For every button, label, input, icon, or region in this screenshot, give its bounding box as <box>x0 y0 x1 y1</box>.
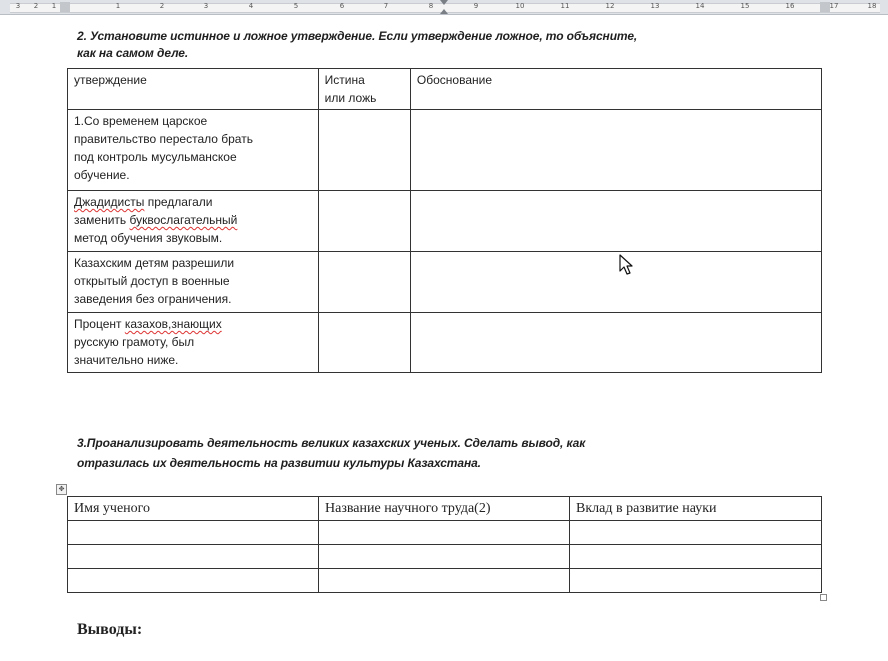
ruler-number: 10 <box>515 2 525 10</box>
statement-line <box>74 211 312 229</box>
statement-text: Процент <box>74 317 125 331</box>
ruler-number: 8 <box>428 2 434 10</box>
statement-line <box>74 315 312 333</box>
ruler-number: 17 <box>829 2 839 10</box>
table-cell[interactable] <box>319 569 570 593</box>
task2-heading-line1: 2. Установите истинное и ложное утверждение. Если утверждение ложное, то объясните, <box>77 29 638 43</box>
statement-line <box>74 193 312 211</box>
statement-line: русскую грамоту, был <box>74 335 195 349</box>
table-cell[interactable] <box>570 545 822 569</box>
ruler-number: 15 <box>740 2 750 10</box>
justification-cell[interactable] <box>410 110 821 191</box>
scientists-table[interactable] <box>67 496 822 593</box>
spellcheck-word: Джадидисты <box>74 195 145 209</box>
table-row <box>68 191 822 252</box>
ruler-number: 18 <box>867 2 877 10</box>
statement-line: открытый доступ в военные <box>74 274 230 288</box>
table-row <box>68 252 822 313</box>
mouse-pointer-icon <box>619 254 635 276</box>
justification-cell[interactable] <box>410 191 821 252</box>
ruler-number: 3 <box>15 2 21 10</box>
table-move-handle-icon[interactable]: ✥ <box>56 484 67 495</box>
hanging-indent-marker[interactable] <box>440 9 448 14</box>
ruler-number: 14 <box>695 2 705 10</box>
statement-line: 1.Со временем царское <box>74 114 208 128</box>
justification-cell[interactable] <box>410 313 821 373</box>
ruler-number: 7 <box>383 2 389 10</box>
ruler-number: 11 <box>560 2 570 10</box>
statements-table[interactable] <box>67 68 822 373</box>
statement-line: обучение. <box>74 168 130 182</box>
task2-heading-line2: как на самом деле. <box>77 46 189 60</box>
table-cell[interactable] <box>68 521 319 545</box>
table-row <box>68 545 822 569</box>
table-header-row <box>68 497 822 521</box>
statement-line: значительно ниже. <box>74 353 179 367</box>
table-row <box>68 110 822 191</box>
header-contribution[interactable]: Вклад в развитие науки <box>570 497 822 521</box>
table-cell[interactable] <box>570 569 822 593</box>
header-truth[interactable] <box>318 69 410 110</box>
ruler-number: 3 <box>203 2 209 10</box>
table-cell[interactable] <box>68 545 319 569</box>
statement-cell[interactable] <box>68 313 319 373</box>
ruler-number: 5 <box>293 2 299 10</box>
ruler-number: 2 <box>159 2 165 10</box>
truth-cell[interactable] <box>318 191 410 252</box>
ruler-number: 1 <box>115 2 121 10</box>
header-statement[interactable]: утверждение <box>68 69 319 110</box>
task3-heading-line1: 3.Проанализировать деятельность великих казахских ученых. Сделать вывод, как <box>77 436 586 450</box>
horizontal-ruler[interactable] <box>0 0 888 15</box>
table-resize-handle[interactable] <box>820 594 827 601</box>
header-work-title[interactable]: Название научного труда(2) <box>319 497 570 521</box>
justification-cell[interactable] <box>410 252 821 313</box>
table-row <box>68 569 822 593</box>
conclusions-label: Выводы: <box>77 621 143 638</box>
ruler-number: 13 <box>650 2 660 10</box>
ruler-number: 2 <box>33 2 39 10</box>
table-cell[interactable] <box>68 569 319 593</box>
statement-text: предлагали <box>144 195 213 209</box>
header-truth-line2: или ложь <box>324 91 377 105</box>
ruler-number: 12 <box>605 2 615 10</box>
first-line-indent-marker[interactable] <box>440 0 448 5</box>
table-cell[interactable] <box>319 521 570 545</box>
header-justification[interactable]: Обоснование <box>410 69 821 110</box>
spellcheck-word: казахов,знающих <box>124 317 222 331</box>
table-cell[interactable] <box>570 521 822 545</box>
statement-line: метод обучения звуковым. <box>74 231 223 245</box>
ruler-right-margin-block <box>820 2 830 12</box>
ruler-number: 9 <box>473 2 479 10</box>
statement-cell[interactable] <box>68 191 319 252</box>
statement-line: правительство перестало брать <box>74 132 253 146</box>
ruler-number: 16 <box>785 2 795 10</box>
truth-cell[interactable] <box>318 313 410 373</box>
table-header-row <box>68 69 822 110</box>
truth-cell[interactable] <box>318 110 410 191</box>
ruler-left-margin-block <box>60 2 70 12</box>
statement-cell[interactable] <box>68 110 319 191</box>
table-row <box>68 313 822 373</box>
task3-heading-line2: отразилась их деятельность на развитии культуры Казахстана. <box>77 456 481 470</box>
table-cell[interactable] <box>319 545 570 569</box>
statement-text: заменить <box>74 213 130 227</box>
statement-line: под контроль мусульманское <box>74 150 237 164</box>
header-scientist-name[interactable]: Имя ученого <box>68 497 319 521</box>
ruler-number: 6 <box>339 2 345 10</box>
spellcheck-word: буквослагательный <box>129 213 238 227</box>
truth-cell[interactable] <box>318 252 410 313</box>
statement-cell[interactable] <box>68 252 319 313</box>
statement-line: Казахским детям разрешили <box>74 256 235 270</box>
ruler-number: 4 <box>248 2 254 10</box>
header-truth-line1: Истина <box>324 73 365 87</box>
table-row <box>68 521 822 545</box>
ruler-number: 1 <box>51 2 57 10</box>
statement-line: заведения без ограничения. <box>74 292 232 306</box>
